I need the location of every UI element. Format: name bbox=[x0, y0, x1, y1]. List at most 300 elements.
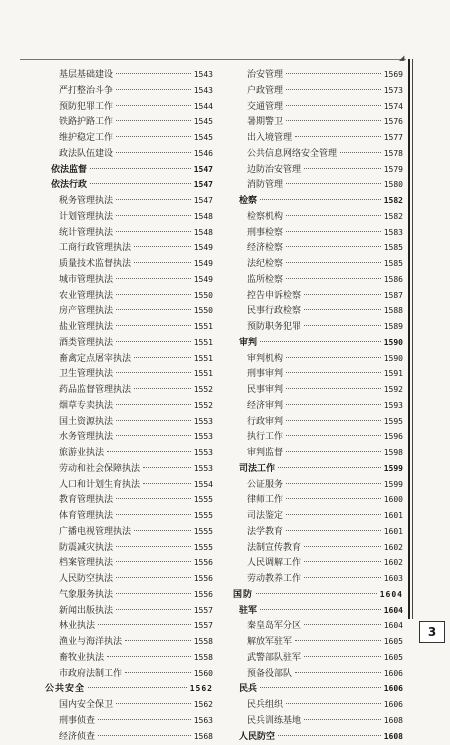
toc-entry-title: 铁路护路工作 bbox=[59, 115, 113, 131]
toc-entry-page: 1569 bbox=[384, 67, 403, 83]
leader-dots bbox=[98, 719, 191, 720]
toc-entry bbox=[233, 303, 403, 319]
leader-dots bbox=[260, 687, 381, 688]
toc-entry bbox=[233, 162, 403, 178]
leader-dots bbox=[260, 341, 381, 342]
toc-entry bbox=[233, 83, 403, 99]
toc-entry-title: 暑期警卫 bbox=[247, 115, 283, 131]
leader-dots bbox=[304, 325, 381, 326]
toc-entry-page: 1602 bbox=[384, 555, 403, 571]
toc-entry-page: 1591 bbox=[384, 366, 403, 382]
leader-dots bbox=[116, 325, 191, 326]
toc-entry-page: 1585 bbox=[384, 240, 403, 256]
toc-entry-page: 1546 bbox=[194, 146, 213, 162]
leader-dots bbox=[143, 467, 191, 468]
toc-entry-title: 出入境管理 bbox=[247, 131, 292, 147]
toc-entry-title: 执行工作 bbox=[247, 430, 283, 446]
toc-entry-title: 控告申诉检察 bbox=[247, 289, 301, 305]
leader-dots bbox=[304, 719, 381, 720]
toc-entry-title: 市政府法制工作 bbox=[59, 667, 122, 683]
leader-dots bbox=[286, 404, 381, 405]
toc-entry-title: 行政审判 bbox=[247, 415, 283, 431]
toc-entry-title: 体育管理执法 bbox=[59, 509, 113, 525]
toc-entry-page: 1555 bbox=[194, 524, 213, 540]
leader-dots bbox=[286, 703, 381, 704]
toc-entry bbox=[45, 461, 213, 477]
toc-entry-title: 刑事侦查 bbox=[59, 714, 95, 730]
toc-entry bbox=[45, 650, 213, 666]
toc-entry-page: 1545 bbox=[194, 114, 213, 130]
toc-entry-title: 税务管理执法 bbox=[59, 194, 113, 210]
leader-dots bbox=[286, 183, 381, 184]
toc-entry bbox=[45, 256, 213, 272]
toc-entry-title: 边防治安管理 bbox=[247, 163, 301, 179]
toc-entry-page: 1585 bbox=[384, 256, 403, 272]
toc-entry bbox=[233, 351, 403, 367]
toc-entry bbox=[45, 335, 213, 351]
leader-dots bbox=[134, 262, 191, 263]
toc-entry bbox=[233, 414, 403, 430]
leader-dots bbox=[90, 183, 191, 184]
toc-entry-title: 审判机构 bbox=[247, 352, 283, 368]
toc-entry bbox=[45, 398, 213, 414]
toc-entry bbox=[45, 555, 213, 571]
toc-entry bbox=[233, 587, 403, 603]
toc-entry bbox=[233, 697, 403, 713]
leader-dots bbox=[116, 215, 191, 216]
toc-entry-title: 依法监督 bbox=[51, 163, 87, 179]
leader-dots bbox=[125, 672, 191, 673]
toc-entry bbox=[45, 240, 213, 256]
leader-dots bbox=[116, 546, 191, 547]
toc-entry-page: 1547 bbox=[194, 193, 213, 209]
toc-entry-page: 1563 bbox=[194, 713, 213, 729]
leader-dots bbox=[116, 231, 191, 232]
toc-entry bbox=[233, 366, 403, 382]
leader-dots bbox=[286, 120, 381, 121]
leader-dots bbox=[116, 514, 191, 515]
toc-entry-title: 司法工作 bbox=[239, 462, 275, 478]
leader-dots bbox=[116, 105, 191, 106]
toc-entry-title: 公共安全 bbox=[45, 682, 85, 698]
toc-entry-page: 1577 bbox=[384, 130, 403, 146]
toc-entry-page: 1602 bbox=[384, 540, 403, 556]
leader-dots bbox=[286, 451, 381, 452]
toc-entry-title: 审判监督 bbox=[247, 446, 283, 462]
toc-entry bbox=[233, 555, 403, 571]
toc-entry bbox=[233, 540, 403, 556]
toc-entry-title: 检察 bbox=[239, 194, 257, 210]
toc-entry-title: 经济侦查 bbox=[59, 730, 95, 745]
leader-dots bbox=[116, 294, 191, 295]
toc-entry-title: 刑事审判 bbox=[247, 367, 283, 383]
toc-entry bbox=[233, 729, 403, 745]
toc-entry bbox=[45, 83, 213, 99]
toc-entry-title: 档案管理执法 bbox=[59, 556, 113, 572]
toc-entry-page: 1604 bbox=[380, 587, 403, 603]
toc-entry-title: 预防犯罪工作 bbox=[59, 100, 113, 116]
toc-left-column bbox=[45, 67, 213, 744]
leader-dots bbox=[116, 136, 191, 137]
toc-entry bbox=[233, 398, 403, 414]
toc-entry bbox=[45, 445, 213, 461]
toc-entry-title: 预备役部队 bbox=[247, 667, 292, 683]
toc-entry bbox=[233, 666, 403, 682]
toc-entry-page: 1551 bbox=[194, 335, 213, 351]
toc-entry-page: 1599 bbox=[384, 477, 403, 493]
toc-entry bbox=[45, 272, 213, 288]
header-rule bbox=[20, 59, 406, 60]
toc-entry-title: 计划管理执法 bbox=[59, 210, 113, 226]
toc-entry-title: 严打整治斗争 bbox=[59, 84, 113, 100]
toc-entry-page: 1586 bbox=[384, 272, 403, 288]
leader-dots bbox=[116, 404, 191, 405]
toc-entry-page: 1596 bbox=[384, 429, 403, 445]
toc-entry-title: 交通管理 bbox=[247, 100, 283, 116]
toc-entry-page: 1544 bbox=[194, 99, 213, 115]
toc-entry bbox=[45, 492, 213, 508]
toc-entry-page: 1590 bbox=[384, 335, 403, 351]
toc-entry-page: 1582 bbox=[384, 209, 403, 225]
toc-entry bbox=[233, 603, 403, 619]
toc-entry-page: 1604 bbox=[384, 603, 403, 619]
toc-entry-page: 1601 bbox=[384, 524, 403, 540]
toc-entry-title: 盐业管理执法 bbox=[59, 320, 113, 336]
toc-entry bbox=[45, 618, 213, 634]
toc-entry-page: 1557 bbox=[194, 603, 213, 619]
toc-entry-page: 1555 bbox=[194, 508, 213, 524]
toc-entry-title: 检察机构 bbox=[247, 210, 283, 226]
toc-entry-page: 1556 bbox=[194, 587, 213, 603]
toc-entry-page: 1576 bbox=[384, 114, 403, 130]
leader-dots bbox=[286, 530, 381, 531]
toc-entry-title: 工商行政管理执法 bbox=[59, 241, 131, 257]
toc-entry-page: 1549 bbox=[194, 256, 213, 272]
toc-entry-page: 1573 bbox=[384, 83, 403, 99]
toc-entry bbox=[45, 508, 213, 524]
toc-entry-page: 1595 bbox=[384, 414, 403, 430]
toc-entry bbox=[233, 461, 403, 477]
leader-dots bbox=[116, 420, 191, 421]
toc-entry bbox=[45, 209, 213, 225]
toc-entry-page: 1556 bbox=[194, 555, 213, 571]
toc-entry-page: 1598 bbox=[384, 445, 403, 461]
toc-entry-page: 1543 bbox=[194, 83, 213, 99]
leader-dots bbox=[286, 262, 381, 263]
leader-dots bbox=[286, 278, 381, 279]
toc-entry-title: 质量技术监督执法 bbox=[59, 257, 131, 273]
toc-entry-page: 1583 bbox=[384, 225, 403, 241]
toc-entry-title: 旅游业执法 bbox=[59, 446, 104, 462]
toc-entry-title: 统计管理执法 bbox=[59, 226, 113, 242]
toc-entry-title: 人民防空执法 bbox=[59, 572, 113, 588]
page-edge-border-inner bbox=[412, 59, 413, 619]
toc-entry-title: 法制宣传教育 bbox=[247, 541, 301, 557]
toc-entry bbox=[233, 445, 403, 461]
toc-entry-title: 经济检察 bbox=[247, 241, 283, 257]
toc-entry bbox=[233, 335, 403, 351]
toc-entry-page: 1553 bbox=[194, 414, 213, 430]
toc-entry-title: 民兵训练基地 bbox=[247, 714, 301, 730]
toc-entry bbox=[233, 177, 403, 193]
toc-entry-page: 1556 bbox=[194, 571, 213, 587]
toc-entry-title: 房产管理执法 bbox=[59, 304, 113, 320]
toc-entry-title: 民事审判 bbox=[247, 383, 283, 399]
leader-dots bbox=[286, 498, 381, 499]
toc-entry-page: 1549 bbox=[194, 272, 213, 288]
leader-dots bbox=[304, 546, 381, 547]
toc-entry-title: 农业管理执法 bbox=[59, 289, 113, 305]
toc-entry-title: 新闻出版执法 bbox=[59, 604, 113, 620]
toc-entry-page: 1605 bbox=[384, 650, 403, 666]
toc-entry-title: 劳动和社会保障执法 bbox=[59, 462, 140, 478]
toc-entry-title: 国内安全保卫 bbox=[59, 698, 113, 714]
toc-entry-title: 国防 bbox=[233, 588, 253, 604]
toc-right-column bbox=[233, 67, 403, 744]
leader-dots bbox=[98, 624, 191, 625]
toc-entry-page: 1547 bbox=[194, 162, 213, 178]
toc-entry-page: 1592 bbox=[384, 382, 403, 398]
toc-entry-title: 经济审判 bbox=[247, 399, 283, 415]
toc-entry bbox=[45, 146, 213, 162]
toc-entry bbox=[45, 634, 213, 650]
toc-entry bbox=[45, 729, 213, 745]
toc-entry-title: 秦皇岛军分区 bbox=[247, 619, 301, 635]
toc-entry bbox=[233, 492, 403, 508]
leader-dots bbox=[116, 703, 191, 704]
leader-dots bbox=[116, 199, 191, 200]
leader-dots bbox=[286, 388, 381, 389]
toc-entry bbox=[233, 130, 403, 146]
toc-entry-page: 1606 bbox=[384, 666, 403, 682]
toc-entry-page: 1578 bbox=[384, 146, 403, 162]
toc-entry-title: 公证服务 bbox=[247, 478, 283, 494]
toc-entry bbox=[233, 571, 403, 587]
toc-entry bbox=[233, 524, 403, 540]
toc-entry-page: 1608 bbox=[384, 713, 403, 729]
toc-entry bbox=[233, 650, 403, 666]
leader-dots bbox=[116, 593, 191, 594]
leader-dots bbox=[116, 278, 191, 279]
leader-dots bbox=[304, 561, 381, 562]
leader-dots bbox=[304, 168, 381, 169]
toc-entry-title: 民事行政检察 bbox=[247, 304, 301, 320]
toc-entry-page: 1553 bbox=[194, 461, 213, 477]
leader-dots bbox=[304, 294, 381, 295]
leader-dots bbox=[134, 388, 191, 389]
leader-dots bbox=[286, 105, 381, 106]
toc-entry-page: 1547 bbox=[194, 177, 213, 193]
leader-dots bbox=[304, 577, 381, 578]
toc-entry bbox=[45, 524, 213, 540]
toc-entry-page: 1580 bbox=[384, 177, 403, 193]
toc-entry-page: 1549 bbox=[194, 240, 213, 256]
toc-entry bbox=[45, 288, 213, 304]
toc-entry bbox=[45, 414, 213, 430]
leader-dots bbox=[116, 372, 191, 373]
toc-entry bbox=[233, 618, 403, 634]
toc-entry bbox=[45, 225, 213, 241]
toc-entry bbox=[45, 477, 213, 493]
toc-entry-title: 法纪检察 bbox=[247, 257, 283, 273]
toc-entry bbox=[233, 272, 403, 288]
toc-entry bbox=[45, 587, 213, 603]
toc-entry-page: 1555 bbox=[194, 492, 213, 508]
toc-entry bbox=[45, 162, 213, 178]
leader-dots bbox=[88, 687, 187, 688]
toc-entry-title: 政法队伍建设 bbox=[59, 147, 113, 163]
toc-entry-page: 1553 bbox=[194, 445, 213, 461]
toc-entry-page: 1589 bbox=[384, 319, 403, 335]
leader-dots bbox=[107, 451, 191, 452]
leader-dots bbox=[134, 246, 191, 247]
toc-entry bbox=[233, 713, 403, 729]
toc-entry bbox=[45, 99, 213, 115]
leader-dots bbox=[286, 420, 381, 421]
toc-entry bbox=[45, 713, 213, 729]
toc-entry bbox=[233, 146, 403, 162]
toc-entry-title: 民兵组织 bbox=[247, 698, 283, 714]
toc-entry-title: 广播电视管理执法 bbox=[59, 525, 131, 541]
toc-entry bbox=[233, 681, 403, 697]
toc-entry bbox=[233, 477, 403, 493]
toc-entry-page: 1606 bbox=[384, 697, 403, 713]
toc-entry-title: 律师工作 bbox=[247, 493, 283, 509]
leader-dots bbox=[116, 73, 191, 74]
toc-entry bbox=[233, 382, 403, 398]
leader-dots bbox=[286, 89, 381, 90]
toc-entry-page: 1543 bbox=[194, 67, 213, 83]
leader-dots bbox=[116, 341, 191, 342]
toc-entry-title: 监所检察 bbox=[247, 273, 283, 289]
toc-entry bbox=[45, 666, 213, 682]
page-edge-border bbox=[408, 59, 410, 619]
toc-entry bbox=[45, 351, 213, 367]
toc-entry-page: 1550 bbox=[194, 303, 213, 319]
toc-entry-title: 武警部队驻军 bbox=[247, 651, 301, 667]
toc-entry bbox=[233, 99, 403, 115]
toc-entry-title: 维护稳定工作 bbox=[59, 131, 113, 147]
leader-dots bbox=[116, 609, 191, 610]
leader-dots bbox=[304, 309, 381, 310]
leader-dots bbox=[278, 735, 381, 736]
leader-dots bbox=[90, 168, 191, 169]
leader-dots bbox=[116, 309, 191, 310]
toc-entry bbox=[233, 225, 403, 241]
toc-entry bbox=[233, 209, 403, 225]
leader-dots bbox=[116, 120, 191, 121]
toc-entry bbox=[45, 540, 213, 556]
leader-dots bbox=[98, 735, 191, 736]
toc-entry-page: 1604 bbox=[384, 618, 403, 634]
toc-entry-title: 人口和计划生育执法 bbox=[59, 478, 140, 494]
leader-dots bbox=[286, 357, 381, 358]
toc-entry-title: 驻军 bbox=[239, 604, 257, 620]
leader-dots bbox=[116, 435, 191, 436]
toc-entry-page: 1551 bbox=[194, 351, 213, 367]
toc-entry-title: 防震减灾执法 bbox=[59, 541, 113, 557]
toc-entry bbox=[45, 114, 213, 130]
leader-dots bbox=[295, 640, 381, 641]
toc-entry bbox=[233, 429, 403, 445]
toc-entry-page: 1600 bbox=[384, 492, 403, 508]
toc-entry-page: 1545 bbox=[194, 130, 213, 146]
leader-dots bbox=[143, 483, 191, 484]
toc-entry-page: 1557 bbox=[194, 618, 213, 634]
toc-entry-page: 1555 bbox=[194, 540, 213, 556]
leader-dots bbox=[286, 483, 381, 484]
toc-entry-title: 消防管理 bbox=[247, 178, 283, 194]
toc-entry-title: 治安管理 bbox=[247, 68, 283, 84]
toc-entry bbox=[233, 319, 403, 335]
leader-dots bbox=[116, 561, 191, 562]
toc-entry-title: 基层基础建设 bbox=[59, 68, 113, 84]
leader-dots bbox=[286, 246, 381, 247]
toc-entry-title: 国土资源执法 bbox=[59, 415, 113, 431]
toc-entry-title: 劳动教养工作 bbox=[247, 572, 301, 588]
toc-entry-page: 1551 bbox=[194, 319, 213, 335]
toc-entry-title: 教育管理执法 bbox=[59, 493, 113, 509]
toc-entry-title: 法学教育 bbox=[247, 525, 283, 541]
toc-entry bbox=[45, 130, 213, 146]
leader-dots bbox=[134, 530, 191, 531]
leader-dots bbox=[340, 152, 381, 153]
toc-entry bbox=[233, 634, 403, 650]
toc-entry-page: 1550 bbox=[194, 288, 213, 304]
toc-entry-title: 药品监督管理执法 bbox=[59, 383, 131, 399]
toc-entry-title: 司法鉴定 bbox=[247, 509, 283, 525]
toc-entry bbox=[233, 193, 403, 209]
leader-dots bbox=[286, 215, 381, 216]
leader-dots bbox=[286, 435, 381, 436]
leader-dots bbox=[260, 199, 381, 200]
toc-entry bbox=[45, 366, 213, 382]
toc-entry-page: 1605 bbox=[384, 634, 403, 650]
leader-dots bbox=[260, 609, 381, 610]
toc-entry-page: 1601 bbox=[384, 508, 403, 524]
toc-entry-page: 1579 bbox=[384, 162, 403, 178]
toc-entry bbox=[45, 382, 213, 398]
leader-dots bbox=[286, 514, 381, 515]
toc-entry-title: 公共信息网络安全管理 bbox=[247, 147, 337, 163]
toc-entry-title: 解放军驻军 bbox=[247, 635, 292, 651]
toc-entry-page: 1608 bbox=[384, 729, 403, 745]
toc-entry-title: 刑事检察 bbox=[247, 226, 283, 242]
toc-entry-page: 1568 bbox=[194, 729, 213, 745]
toc-entry bbox=[45, 193, 213, 209]
toc-entry bbox=[45, 681, 213, 697]
toc-entry-title: 审判 bbox=[239, 336, 257, 352]
toc-entry-title: 人民调解工作 bbox=[247, 556, 301, 572]
toc-entry-page: 1548 bbox=[194, 225, 213, 241]
toc-entry-page: 1599 bbox=[384, 461, 403, 477]
toc-entry-page: 1552 bbox=[194, 382, 213, 398]
leader-dots bbox=[304, 624, 381, 625]
toc-entry-page: 1574 bbox=[384, 99, 403, 115]
toc-entry-title: 酒类管理执法 bbox=[59, 336, 113, 352]
toc-entry-page: 1554 bbox=[194, 477, 213, 493]
toc-entry bbox=[45, 303, 213, 319]
toc-entry-page: 1552 bbox=[194, 398, 213, 414]
leader-dots bbox=[295, 672, 381, 673]
toc-entry-page: 1606 bbox=[384, 681, 403, 697]
leader-dots bbox=[295, 136, 381, 137]
leader-dots bbox=[134, 357, 191, 358]
toc-entry bbox=[233, 240, 403, 256]
toc-entry bbox=[45, 67, 213, 83]
toc-entry bbox=[233, 114, 403, 130]
toc-entry bbox=[45, 603, 213, 619]
